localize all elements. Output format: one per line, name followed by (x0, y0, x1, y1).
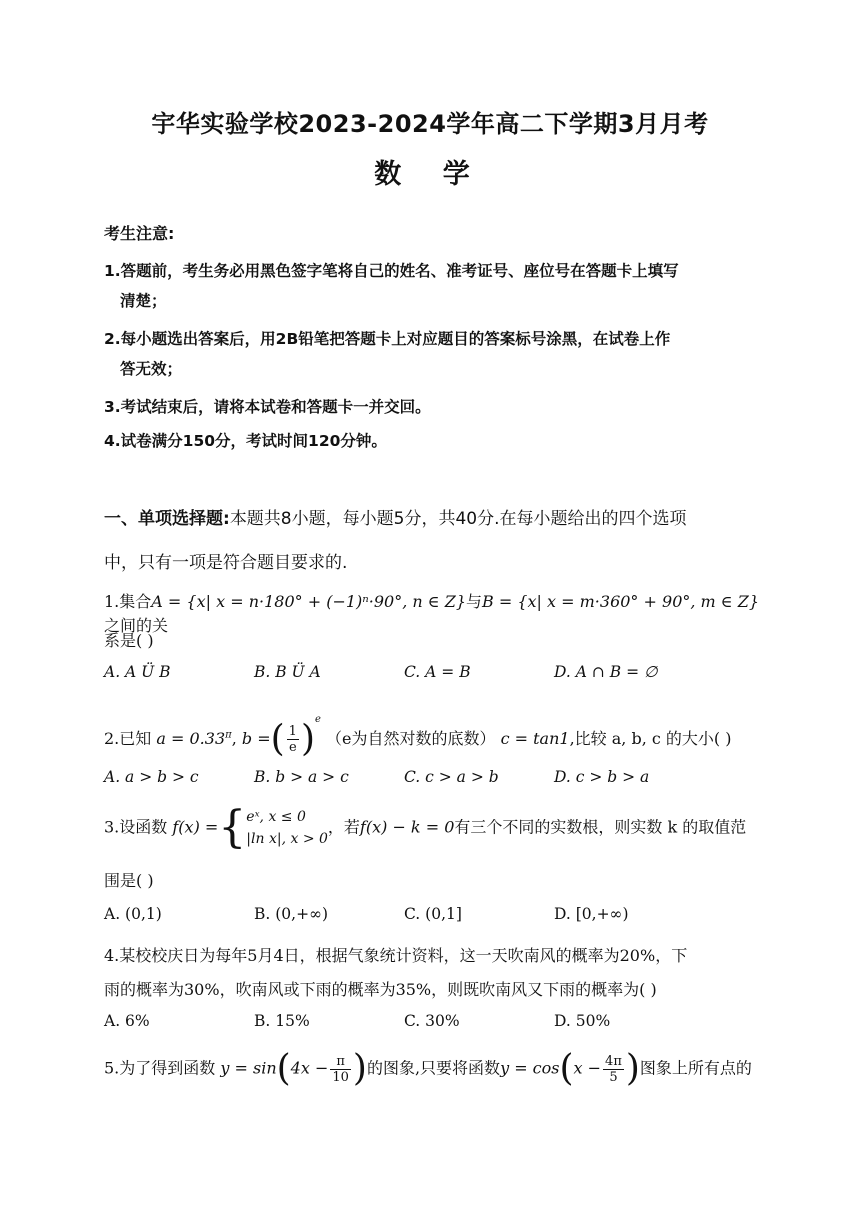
section-1-intro (104, 497, 764, 585)
q1-prefix: 1.集合 (104, 592, 152, 611)
q1-option-a[interactable]: A. A Ü B (104, 663, 171, 681)
q5-f1-fraction (330, 1054, 351, 1085)
q5-f1-paren-open: ( (276, 1048, 291, 1089)
q3-fx: f(x) = (172, 817, 219, 837)
q2-suffix: ,比较 a, b, c 的大小( ) (569, 729, 732, 748)
q2-b: b = (241, 729, 271, 748)
q2-b-exp: e (314, 714, 321, 725)
q2-a-exp: π (225, 729, 232, 741)
q2-prefix: 2.已知 (104, 729, 152, 748)
q3-options (104, 905, 764, 929)
q5-f2-paren-open: ( (559, 1048, 574, 1089)
notice-item-3-line1: 3.考试结束后，请将本试卷和答题卡一并交回。 (104, 398, 431, 416)
q4-line2: 雨的概率为30%，吹南风或下雨的概率为35%，则既吹南风又下雨的概率为( ) (104, 980, 657, 999)
q2-frac-num: 1 (288, 724, 297, 739)
notice-item-4-line1: 4.试卷满分150分，考试时间120分钟。 (104, 432, 387, 450)
section-1-desc2: 中，只有一项是符合题目要求的. (104, 553, 348, 573)
q5-f1-den: 10 (332, 1069, 349, 1085)
q5-f1-pre: y = sin (220, 1058, 277, 1078)
q1-set-a: A = {x| x = n·180° + (−1)ⁿ·90°, n ∈ Z} (151, 592, 466, 611)
q2-option-d[interactable]: D. c > b > a (554, 768, 650, 786)
exam-subject: 数 学 (374, 159, 486, 190)
notice-item-1-line2: 清楚； (120, 292, 167, 310)
q1-options (104, 663, 764, 687)
q2-option-b[interactable]: B. b > a > c (254, 768, 349, 786)
q3-mid: ，若 (327, 817, 360, 837)
section-1-desc: 本题共8小题，每小题5分，共40分.在每小题给出的四个选项 (229, 509, 687, 529)
q5-mid: 的图象,只要将函数 (366, 1058, 501, 1078)
q5-f1-arg: 4x − (290, 1058, 329, 1078)
q3-cases (246, 806, 328, 850)
q4-option-d[interactable]: D. 50% (554, 1012, 611, 1030)
q3-suffix: 有三个不同的实数根，则实数 k 的取值范 (454, 817, 747, 837)
q5-f2-pre: y = cos (500, 1058, 560, 1078)
q5-suffix: 图象上所有点的 (639, 1058, 752, 1078)
q3-equation: f(x) − k = 0 (359, 817, 455, 837)
q5-prefix: 5.为了得到函数 (104, 1058, 216, 1078)
q1-option-b[interactable]: B. B Ü A (254, 663, 321, 681)
q2-option-a[interactable]: A. a > b > c (104, 768, 199, 786)
question-5 (104, 1048, 764, 1089)
notice-item-4 (104, 426, 754, 456)
q2-paren-close: ) (300, 718, 315, 760)
q5-f2-num: 4π (605, 1053, 622, 1069)
q5-f1-num: π (330, 1054, 351, 1070)
notice-item-2-line1: 2.每小题选出答案后，用2B铅笔把答题卡上对应题目的答案标号涂黑，在试卷上作 (104, 330, 671, 348)
q2-fraction (287, 724, 299, 755)
q1-set-b: B = {x| x = m·360° + 90°, m ∈ Z} (482, 592, 760, 611)
q3-case-1: eˣ, x ≤ 0 (246, 809, 306, 825)
q5-f2-arg: x − (573, 1058, 602, 1078)
notice-item-1 (104, 256, 754, 316)
q3-case-2: |ln x|, x > 0 (246, 831, 328, 847)
section-1-heading: 一、单项选择题: (104, 509, 230, 529)
q4-option-b[interactable]: B. 15% (254, 1012, 310, 1030)
q2-c: c = tan1 (500, 729, 570, 748)
q3-option-b[interactable]: B. (0,+∞) (254, 905, 329, 923)
q3-line2: 围是( ) (104, 871, 154, 890)
q4-line1: 4.某校校庆日为每年5月4日，根据气象统计资料，这一天吹南风的概率为20%，下 (104, 946, 688, 965)
q2-frac-den: e (288, 740, 297, 755)
q3-option-d[interactable]: D. [0,+∞) (554, 905, 629, 923)
notice-item-1-line1: 1.答题前，考生务必用黑色签字笔将自己的姓名、准考证号、座位号在答题卡上填写 (104, 262, 679, 280)
q5-f2-den: 5 (609, 1069, 618, 1085)
q3-brace: { (218, 802, 247, 853)
notice-heading: 考生注意: (104, 224, 175, 243)
q5-f2-fraction (603, 1054, 624, 1085)
q3-option-c[interactable]: C. (0,1] (404, 905, 462, 923)
q2-option-c[interactable]: C. c > a > b (404, 768, 499, 786)
question-2: 2.已知 $a = 0.33^\pi$, b =( $\frac{1}{e}$ )$^e$ （e为自然对数的底数） c = tan1,比较 a, b, c 的大小( ) (104, 714, 732, 760)
q5-f2-paren-close: ) (625, 1048, 640, 1089)
q3-prefix: 3.设函数 (104, 817, 168, 837)
notice-item-2 (104, 324, 754, 384)
q1-option-c[interactable]: C. A = B (404, 663, 471, 681)
q2-note: （e为自然对数的底数） (326, 729, 496, 748)
q2-paren-open: ( (270, 718, 285, 760)
q4-options (104, 1012, 764, 1036)
q3-option-a[interactable]: A. (0,1) (104, 905, 162, 923)
notice-item-2-line2: 答无效； (120, 360, 183, 378)
q4-option-c[interactable]: C. 30% (404, 1012, 460, 1030)
question-3 (104, 802, 764, 853)
exam-title: 宇华实验学校2023-2024学年高二下学期3月月考 (151, 110, 709, 138)
q1-suffix: 之间的关 (104, 616, 169, 635)
q4-option-a[interactable]: A. 6% (104, 1012, 150, 1030)
q2-a: a = 0.33 (156, 729, 226, 748)
q5-f1-paren-close: ) (352, 1048, 367, 1089)
q1-option-d[interactable]: D. A ∩ B = ∅ (554, 663, 658, 681)
q1-line2: 系是( ) (104, 631, 154, 650)
notice-item-3 (104, 392, 754, 422)
q1-mid: 与 (466, 592, 483, 611)
q2-options (104, 768, 764, 792)
